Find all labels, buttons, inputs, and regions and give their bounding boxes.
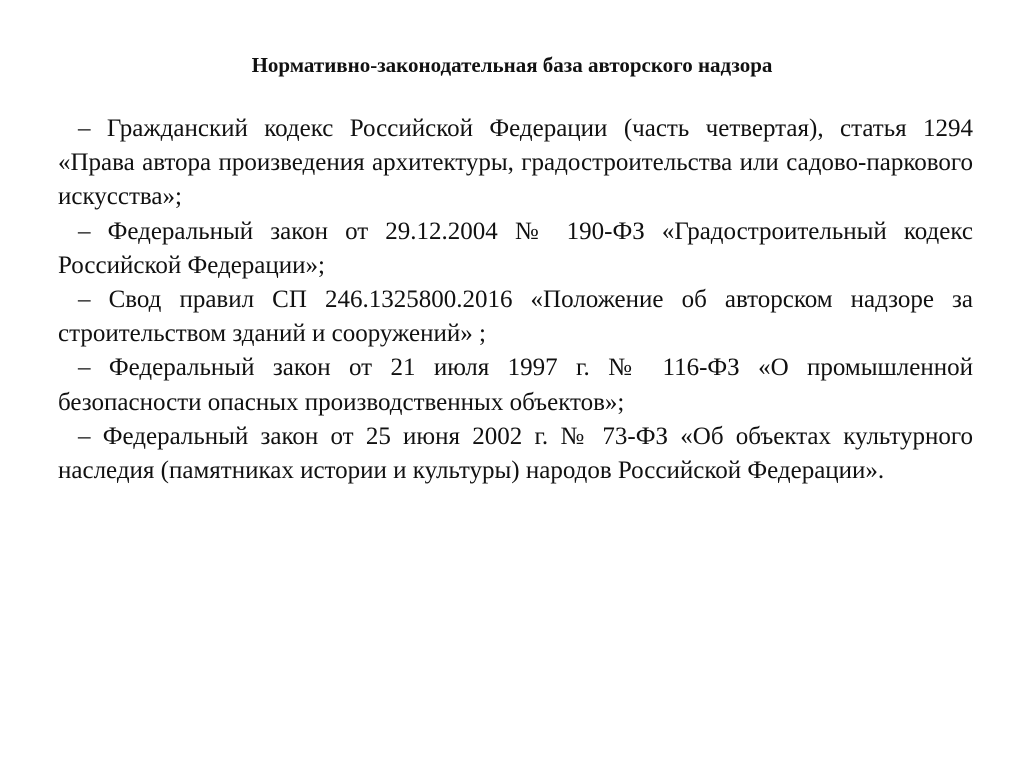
list-item-cultural-heritage-law: – Федеральный закон от 25 июня 2002 г. № 73-ФЗ «Об объектах культурного наследия (памятниках истории и культуры) народов Российской Федерации». <box>58 422 973 485</box>
list-item-industrial-safety-law: – Федеральный закон от 21 июля 1997 г. № 116-ФЗ «О промышленной безопасности опасных производственных объектов»; <box>58 354 973 416</box>
slide-title: Нормативно-законодательная база авторского надзора <box>251 53 773 77</box>
list-item-rules-sp-246: – Свод правил СП 246.1325800.2016 «Положение об авторском надзоре за строительством зданий и сооружений» ; <box>58 286 973 348</box>
list-item-urban-planning-code: – Федеральный закон от 29.12.2004 № 190-ФЗ «Градостроительный кодекс Российской Федерации»; <box>58 217 973 279</box>
list-item-civil-code: – Гражданский кодекс Российской Федерации (часть четвертая), статья 1294 «Права автора произведения архитектуры, градостроительства или садово-паркового искусства»; <box>58 115 973 211</box>
legal-basis-list <box>58 112 973 488</box>
